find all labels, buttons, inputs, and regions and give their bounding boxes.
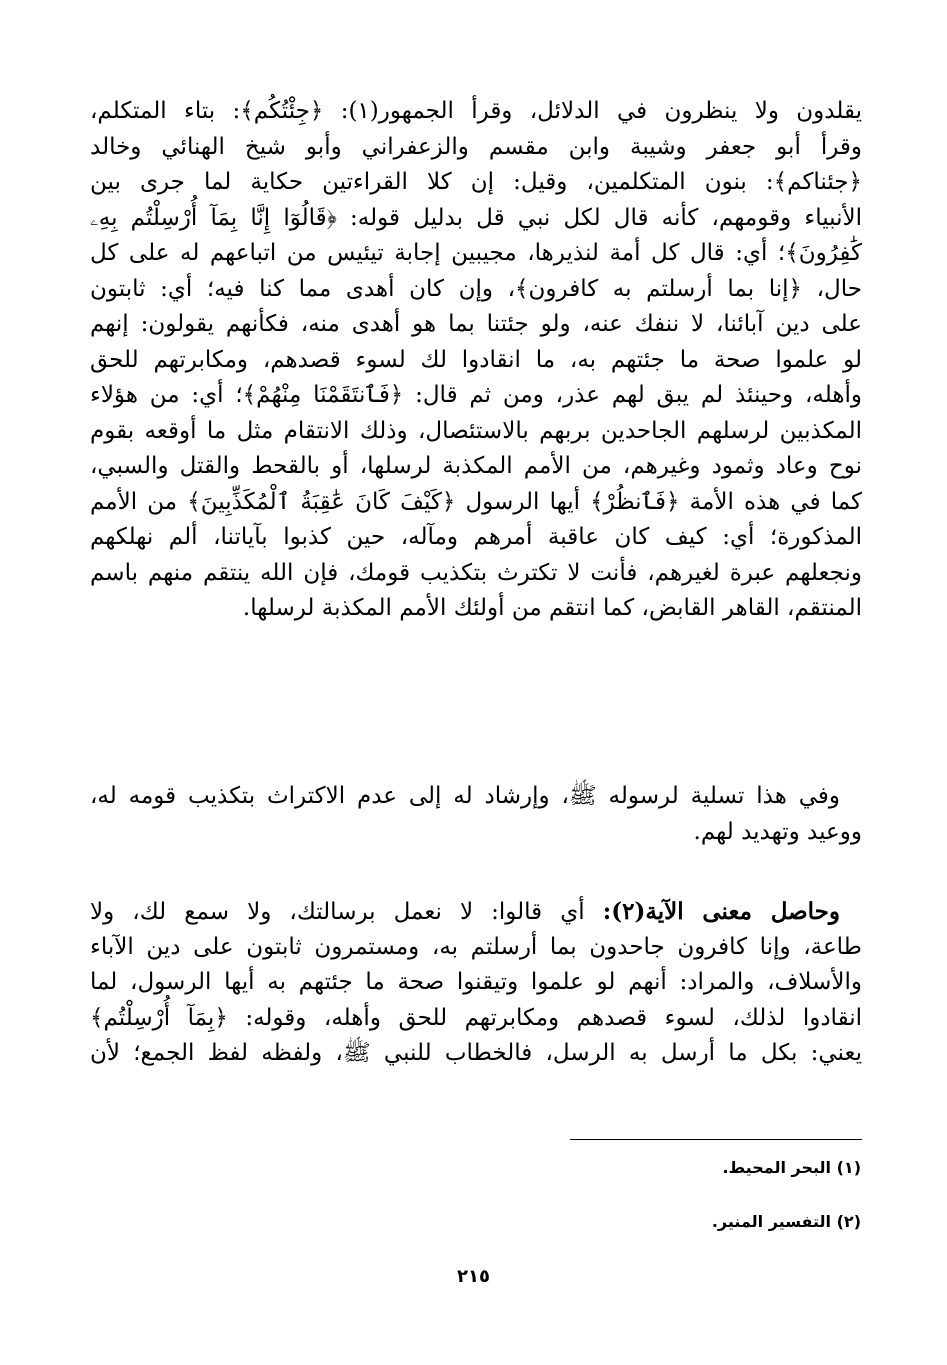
text-line: ووعيد وتهديد لهم.	[693, 818, 862, 845]
text-line: لو علموا صحة ما جئتهم به، ما انقادوا لك لسوء قصدهم، ومكابرتهم للحق	[90, 346, 862, 373]
paragraph-3	[90, 894, 862, 1072]
text-line: وقرأ أبو جعفر وشيبة وابن مقسم والزعفراني وأبو شيخ الهنائي وخالد	[90, 133, 862, 160]
text-segment: أي قالوا: لا نعمل برسالتك، ولا سمع لك، ولا	[90, 899, 603, 925]
page-number: ٢١٥	[457, 1266, 490, 1287]
text-line: الأنبياء وقومهم، كأنه قال لكل نبي قل بدليل قوله: ﴿قَالُوٓا إِنَّا بِمَآ أُرْسِلْتُم بِهِۦ	[90, 204, 862, 231]
footnote-1: (١) البحر المحيط.	[722, 1158, 861, 1177]
paragraph-1	[90, 94, 862, 627]
paragraph-2	[90, 779, 862, 850]
text-line: وفي هذا تسلية لرسوله ﷺ، وإرشاد له إلى عدم الاكتراث بتكذيب قومه له،	[90, 783, 840, 809]
text-line	[90, 894, 862, 930]
text-line: وأهله، وحينئذ لم يبق لهم عذر، ومن ثم قال: ﴿فَٱنتَقَمْنَا مِنْهُمْ﴾؛ أي: من هؤلاء	[90, 382, 862, 408]
text-line: المكذبين لرسلهم الجاحدين بربهم بالاستئصال، وذلك الانتقام مثل ما أوقعه بقوم	[90, 417, 862, 444]
text-line: كما في هذه الأمة ﴿فَٱنظُرْ﴾ أيها الرسول ﴿كَيْفَ كَانَ عَٰقِبَةُ ٱلْمُكَذِّبِينَ﴾ من الأمم	[90, 488, 862, 515]
text-line: حال، ﴿إنا بما أرسلتم به كافرون﴾، وإن كان أهدى مما كنا فيه؛ أي: ثابتون	[90, 275, 862, 302]
text-line: المنتقم، القاهر القابض، كما انتقم من أولئك الأمم المكذبة لرسلها.	[242, 595, 862, 621]
text-line: يقلدون ولا ينظرون في الدلائل، وقرأ الجمهور(١): ﴿جِئْتُكُم﴾: بتاء المتكلم،	[90, 98, 862, 124]
text-line: المذكورة؛ أي: كيف كان عاقبة أمرهم ومآله، حين كذبوا بآياتنا، ألم نهلكهم	[90, 524, 862, 550]
text-line: انقادوا لذلك، لسوء قصدهم ومكابرتهم للحق وأهله، وقوله: ﴿بِمَآ أُرْسِلْتُم﴾	[90, 1004, 862, 1031]
text-line: كَٰفِرُونَ﴾؛ أي: قال كل أمة لنذيرها، مجيبين إجابة تيئيس من اتباعهم له على كل	[90, 240, 862, 266]
text-line: على دين آبائنا، لا ننفك عنه، ولو جئتنا بما هو أهدى منه، فكأنهم يقولون: إنهم	[90, 311, 862, 337]
text-line: نوح وعاد وثمود وغيرهم، من الأمم المكذبة لرسلها، أو بالقحط والقتل والسبي،	[90, 453, 862, 479]
footnote-separator	[570, 1139, 862, 1140]
text-line: والأسلاف، والمراد: أنهم لو علموا وتيقنوا صحة ما جئتهم به أيها الرسول، لما	[90, 969, 862, 995]
text-line: طاعة، وإنا كافرون جاحدون بما أرسلتم به، ومستمرون ثابتون على دين الآباء	[90, 933, 862, 960]
paragraph-heading: وحاصل معنى الآية(٢):	[602, 898, 840, 925]
text-line: ﴿جئناكم﴾: بنون المتكلمين، وقيل: إن كلا القراءتين حكاية لما جرى بين	[90, 169, 862, 195]
text-line: ونجعلهم عبرة لغيرهم، فأنت لا تكترث بتكذيب قومك، فإن الله ينتقم منهم باسم	[90, 559, 862, 586]
text-line: يعني: بكل ما أرسل به الرسل، فالخطاب للنبي ﷺ، ولفظه لفظ الجمع؛ لأن	[90, 1040, 862, 1066]
footnote-2: (٢) التفسير المنير.	[711, 1212, 861, 1231]
